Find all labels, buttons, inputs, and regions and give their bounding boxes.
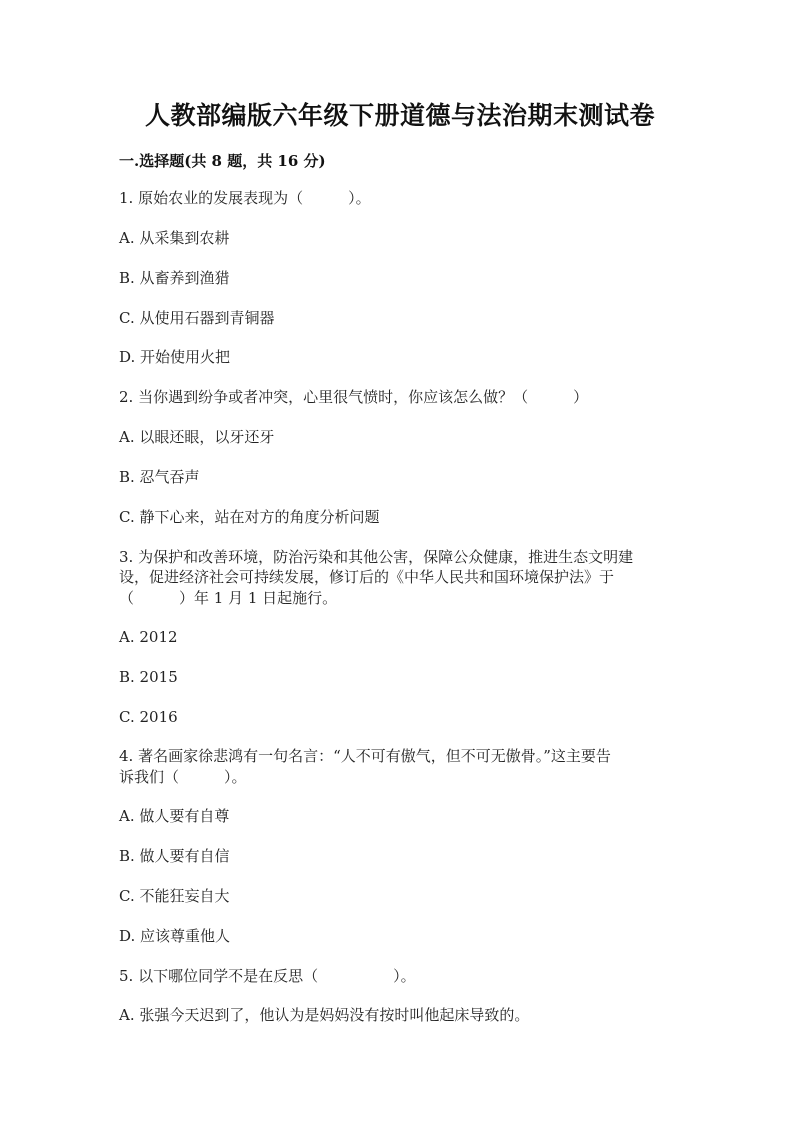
question-2-option-a: A. 以眼还眼，以牙还牙 bbox=[119, 428, 275, 446]
question-4-option-b: B. 做人要有自信 bbox=[119, 847, 230, 865]
question-2-option-c: C. 静下心来，站在对方的角度分析问题 bbox=[119, 508, 380, 526]
question-4-stem-line-2: 诉我们（ ）。 bbox=[119, 768, 247, 786]
question-3-option-a: A. 2012 bbox=[119, 628, 178, 646]
question-5-option-a: A. 张强今天迟到了，他认为是妈妈没有按时叫他起床导致的。 bbox=[119, 1006, 530, 1024]
question-1-option-a: A. 从采集到农耕 bbox=[119, 229, 230, 247]
question-4-option-a: A. 做人要有自尊 bbox=[119, 807, 230, 825]
question-1-stem: 1. 原始农业的发展表现为（ ）。 bbox=[119, 189, 371, 207]
question-4-option-d: D. 应该尊重他人 bbox=[119, 927, 231, 945]
question-5-stem: 5. 以下哪位同学不是在反思（ ）。 bbox=[119, 967, 416, 985]
question-3-stem-line-1: 3. 为保护和改善环境，防治污染和其他公害，保障公众健康，推进生态文明建 bbox=[119, 548, 634, 566]
page-title: 人教部编版六年级下册道德与法治期末测试卷 bbox=[144, 101, 655, 130]
question-3-stem-line-3: （ ）年 1 月 1 日起施行。 bbox=[119, 589, 338, 607]
question-4-option-c: C. 不能狂妄自大 bbox=[119, 887, 230, 905]
question-3-stem-line-2: 设，促进经济社会可持续发展，修订后的《中华人民共和国环境保护法》于 bbox=[119, 568, 615, 586]
section-heading: 一.选择题(共 8 题，共 16 分) bbox=[119, 152, 326, 170]
question-3-option-b: B. 2015 bbox=[119, 668, 178, 686]
question-4-stem-line-1: 4. 著名画家徐悲鸿有一句名言：“人不可有傲气，但不可无傲骨。”这主要告 bbox=[119, 747, 611, 765]
question-1-option-c: C. 从使用石器到青铜器 bbox=[119, 309, 275, 327]
question-1-option-b: B. 从畜养到渔猎 bbox=[119, 269, 230, 287]
question-2-option-b: B. 忍气吞声 bbox=[119, 468, 200, 486]
question-3-option-c: C. 2016 bbox=[119, 708, 178, 726]
question-2-stem: 2. 当你遇到纷争或者冲突，心里很气愤时，你应该怎么做？（ ） bbox=[119, 388, 589, 406]
question-1-option-d: D. 开始使用火把 bbox=[119, 348, 231, 366]
